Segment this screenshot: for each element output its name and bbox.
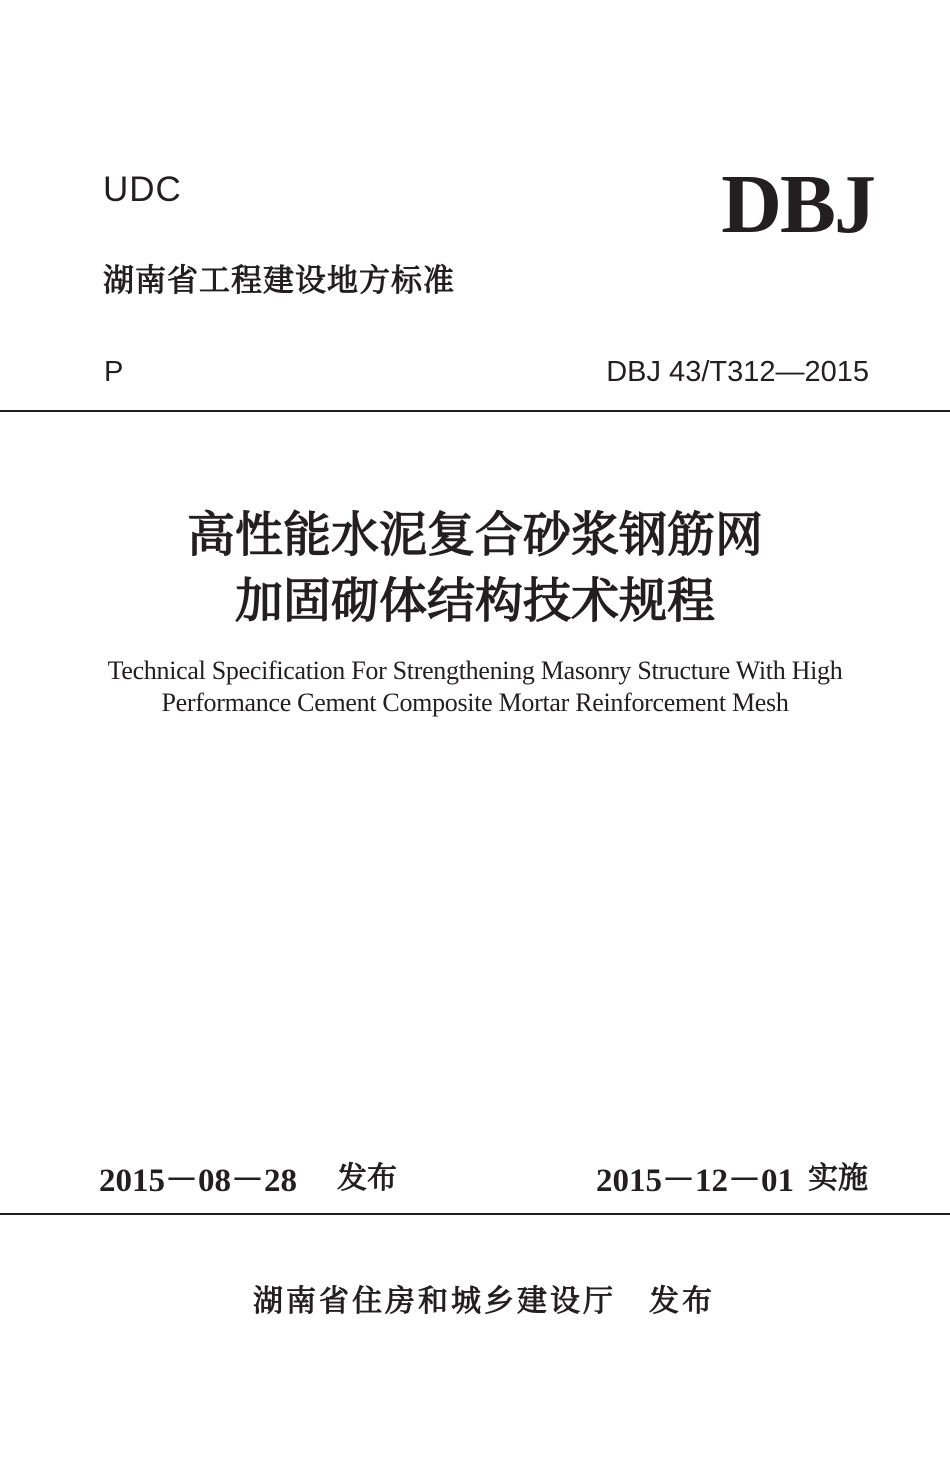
title-en-line1: Technical Specification For Strengthening Masonry Structure With High [107, 656, 843, 685]
title-cn-line1: 高性能水泥复合砂浆钢筋网 [186, 507, 763, 563]
publish-label: 发布 [337, 1161, 397, 1196]
standard-number: DBJ 43/T312—2015 [606, 356, 869, 388]
udc-label: UDC [103, 170, 182, 209]
effective-label: 实施 [808, 1161, 868, 1196]
bottom-divider [0, 1213, 950, 1215]
publish-date: 2015－08－28 [99, 1163, 297, 1199]
title-cn-line2: 加固砌体结构技术规程 [234, 573, 715, 629]
title-en-line2: Performance Cement Composite Mortar Reinforcement Mesh [161, 688, 789, 717]
effective-date: 2015－12－01 [596, 1163, 794, 1199]
publisher: 湖南省住房和城乡建设厅 发布 [253, 1284, 715, 1319]
top-divider [0, 410, 950, 412]
dbj-logo: DBJ [721, 158, 874, 251]
standard-category: 湖南省工程建设地方标准 [103, 263, 455, 299]
classification-code: P [104, 356, 124, 388]
